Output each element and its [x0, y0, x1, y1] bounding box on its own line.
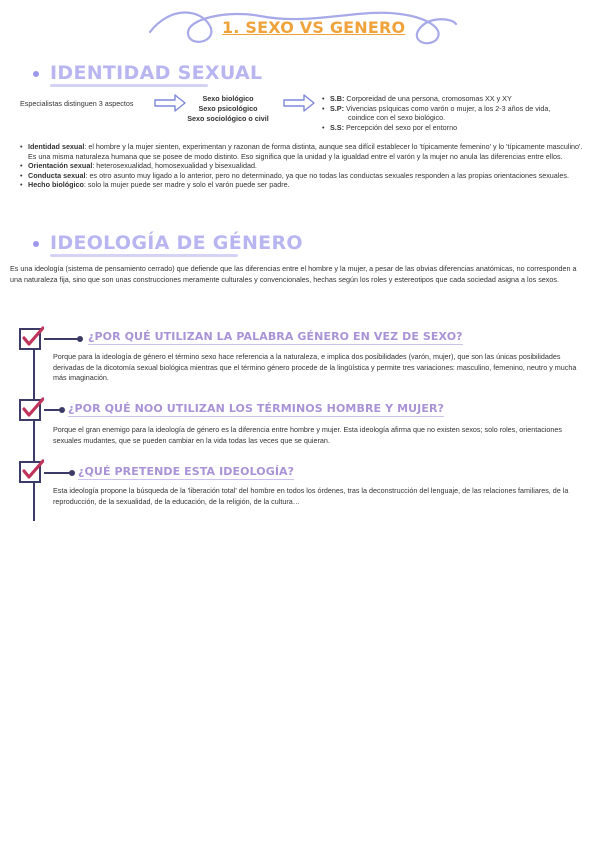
aspects-intro: Especialistas distinguen 3 aspectos [20, 99, 134, 108]
aspects-list [178, 94, 278, 124]
connector-line [44, 338, 80, 340]
heading-underline [50, 254, 238, 257]
question-answer-3: Esta ideología propone la búsqueda de la 'liberación total' del hombre en todos los órdenes, tras la deconstrucción del lenguaje, de las relaciones familiares, de la reproducción, de la sexualidad, de la educación, de la religión, de la cultura… [53, 486, 569, 506]
aspect-definitions [322, 94, 592, 132]
question-answer-1: Porque para la ideología de género el término sexo hace referencia a la naturaleza, e implica dos posibilidades (varón, mujer), que son las únicas posibilidades derivadas de la dicotomía sexual biológica mientras que el término género procede de la lingüística y permite tres variaciones: masculino, femenino, neutro y mucha más imaginación. [53, 352, 577, 383]
connector-line [44, 409, 62, 411]
list-item: • Conducta sexual: es otro asunto muy ligado a lo anterior, pero no determinado, ya que no todas las conductas sexuales responden a las propias orientaciones sexuales. [20, 171, 592, 181]
checkbox-checked-icon [18, 325, 44, 351]
aspect-psicologico: Sexo psicológico [198, 104, 258, 113]
question-title-2: ¿POR QUÉ NOO UTILIZAN LOS TÉRMINOS HOMBRE Y MUJER? [68, 402, 445, 415]
checkbox-checked-icon [18, 458, 44, 484]
aspect-sociologico: Sexo sociológico o civil [187, 114, 269, 123]
aspect-biologico: Sexo biológico [202, 94, 254, 103]
question-title-3: ¿QUÉ PRETENDE ESTA IDEOLOGÍA? [78, 465, 295, 478]
definition-ss: • S.S: Percepción del sexo por el entorno [322, 123, 592, 133]
list-item: • Hecho biológico: solo la mujer puede ser madre y solo el varón puede ser padre. [20, 180, 592, 190]
heading-underline [50, 84, 208, 87]
definition-sb: • S.B: Corporeidad de una persona, cromosomas XX y XY [322, 94, 592, 104]
list-item: • Orientación sexual: heterosexualidad, homosexualidad y bisexualidad. [20, 161, 592, 171]
question-answer-2: Porque el gran enemigo para la ideología de género es la diferencia entre hombre y mujer. Esta ideología afirma que no existen sexos; solo roles, orientaciones sexuales mudantes, que se pueden cambiar en la vida todas las veces que se quieran. [53, 425, 563, 445]
section-heading-identidad: IDENTIDAD SEXUAL [50, 62, 263, 84]
checkbox-checked-icon [18, 396, 44, 422]
identity-items-list [20, 142, 592, 190]
heading-bullet [33, 71, 39, 77]
page-title: 1. SEXO VS GENERO [222, 18, 406, 37]
arrow-right-icon [282, 93, 316, 113]
question-title-1: ¿POR QUÉ UTILIZAN LA PALABRA GÉNERO EN VEZ DE SEXO? [88, 330, 463, 343]
ideologia-paragraph: Es una ideología (sistema de pensamiento cerrado) que defiende que las diferencias entre el hombre y la mujer, a pesar de las obvias diferencias anatómicas, no corresponden a una naturaleza fija, sino que son unas construcciones meramente culturales y convencionales, hechas según los roles y estereotipos que cada sociedad asigna a los sexos. [10, 264, 577, 284]
section-heading-ideologia: IDEOLOGÍA DE GÉNERO [50, 232, 303, 254]
list-item: • Identidad sexual: el hombre y la mujer sienten, experimentan y razonan de forma distinta, aunque sea difícil establecer lo 'típicamente femenino' y lo 'típicamente masculino'. Es una misma naturaleza humana que se posee de modo distinto. Eso significa que la unidad y la igualdad entre el varón y la mujer no anula las diferencias entre ellos. [20, 142, 592, 161]
heading-bullet [33, 241, 39, 247]
timeline-line [33, 345, 35, 521]
definition-sp: • S.P: Vivencias psíquicas como varón o mujer, a los 2-3 años de vida, coindice con el sexo biológico. [322, 104, 592, 123]
connector-line [44, 472, 72, 474]
